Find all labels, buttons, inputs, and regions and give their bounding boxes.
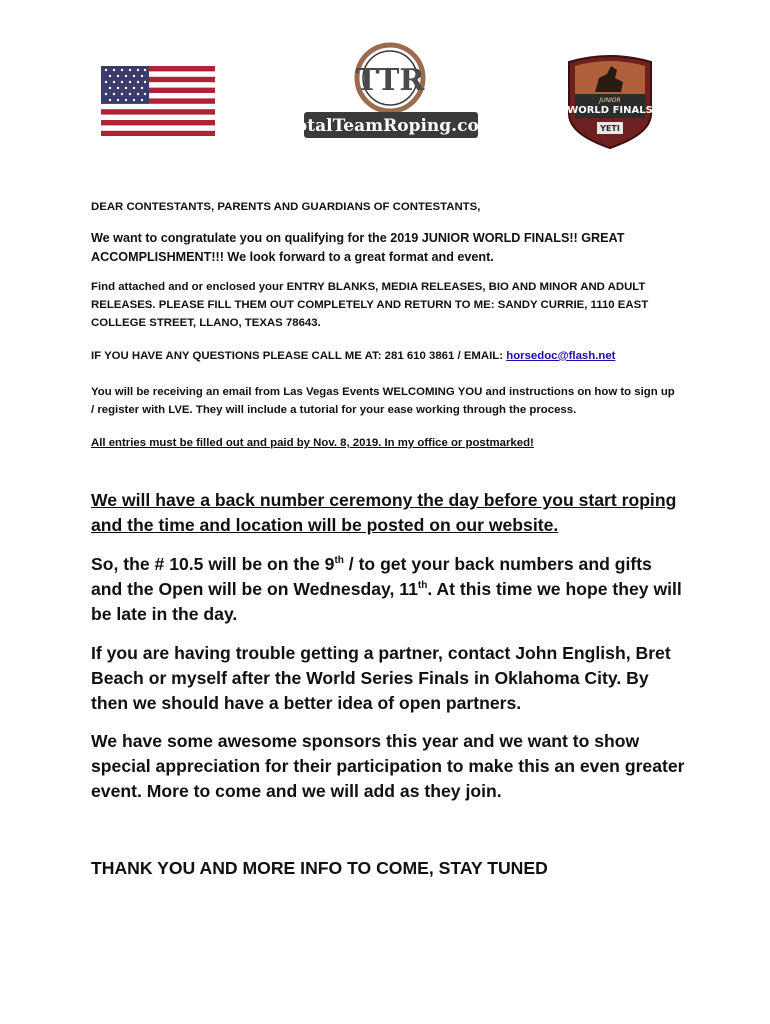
questions-text: IF YOU HAVE ANY QUESTIONS PLEASE CALL ME AT: 281 610 3861 / EMAIL:	[91, 350, 507, 362]
enclosed-forms-paragraph: Find attached and or enclosed your ENTRY BLANKS, MEDIA RELEASES, BIO AND MINOR AND ADULT RELEASES. PLEASE FILL THEM OUT COMPLETELY AND RETURN TO ME: SANDY CURRIE, 1110 EAST COLLEGE STREET, LLANO, TEXAS 78643.	[91, 281, 649, 329]
svg-text:JUNIOR: JUNIOR	[599, 97, 621, 104]
schedule-text-1: So, the # 10.5 will be on the 9	[91, 554, 335, 574]
flag-icon	[101, 66, 215, 136]
partner-paragraph: If you are having trouble getting a partner, contact John English, Bret Beach or myself after the World Series Finals in Oklahoma City. By then we should have a better idea of open partners.	[91, 643, 671, 713]
deadline-paragraph: All entries must be filled out and paid by Nov. 8, 2019. In my office or postmarked!	[91, 437, 534, 449]
schedule-paragraph	[91, 552, 686, 627]
congratulations-paragraph: We want to congratulate you on qualifying for the 2019 JUNIOR WORLD FINALS!! GREAT ACCOMPLISHMENT!!! We look forward to a great format and event.	[91, 231, 625, 264]
junior-world-finals-logo	[565, 52, 655, 150]
schedule-superscript-1: th	[334, 555, 344, 566]
salutation: DEAR CONTESTANTS, PARENTS AND GUARDIANS OF CONTESTANTS,	[91, 201, 481, 213]
schedule-text-3: . At this time we hope they will be late in the day.	[91, 579, 682, 624]
total-team-roping-logo	[285, 40, 497, 146]
svg-text:YETI: YETI	[600, 124, 620, 133]
svg-text:WORLD FINALS: WORLD FINALS	[567, 105, 653, 116]
schedule-text-2: / to get your back numbers and gifts and the Open will be on Wednesday, 11	[91, 554, 652, 599]
jwf-badge-icon	[565, 52, 655, 150]
svg-text:TotalTeamRoping.com: TotalTeamRoping.com	[285, 116, 497, 136]
ceremony-paragraph: We will have a back number ceremony the day before you start roping and the time and location will be posted on our website.	[91, 490, 677, 535]
schedule-superscript-2: th	[417, 580, 428, 591]
email-link[interactable]: horsedoc@flash.net	[506, 350, 616, 362]
sponsors-paragraph: We have some awesome sponsors this year and we want to show special appreciation for their participation to make this an even greater event. More to come and we will add as they join.	[91, 731, 685, 801]
closing-line: THANK YOU AND MORE INFO TO COME, STAY TUNED	[91, 858, 548, 878]
us-flag-logo	[101, 66, 215, 136]
questions-paragraph	[91, 347, 681, 365]
svg-text:TTR: TTR	[355, 63, 425, 98]
lve-info-paragraph: You will be receiving an email from Las Vegas Events WELCOMING YOU and instructions on how to sign up / register with LVE. They will include a tutorial for your ease working through the process.	[91, 386, 675, 416]
ttr-logo-icon	[285, 40, 497, 146]
